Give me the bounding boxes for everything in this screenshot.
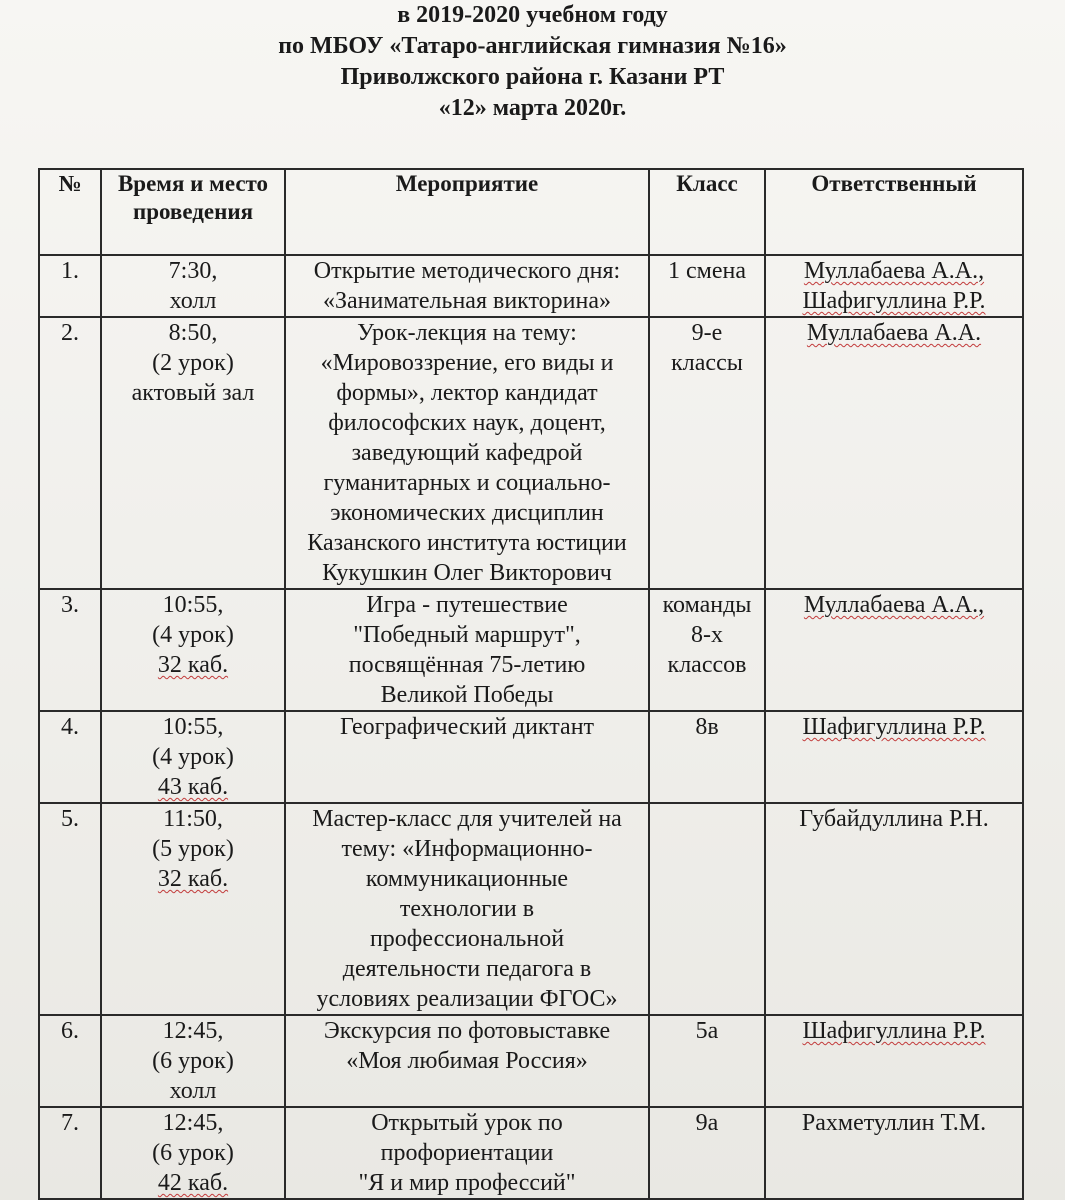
cell-time-line: 12:45, xyxy=(162,1018,224,1044)
cell-event-line: Кукушкин Олег Викторович xyxy=(322,560,612,586)
cell-time-line: (4 урок) xyxy=(152,744,234,770)
cell-event-line: Географический диктант xyxy=(339,714,595,740)
cell-event-line: посвящённая 75-летию xyxy=(348,652,586,678)
cell-time-line: актовый зал xyxy=(131,380,255,406)
cell-time xyxy=(101,317,285,589)
cell-event-line: деятельности педагога в xyxy=(342,956,592,982)
cell-event-line: Игра - путешествие xyxy=(366,592,568,618)
table-row xyxy=(39,803,1023,1015)
cell-no: 1. xyxy=(39,255,101,317)
document-header xyxy=(0,0,1065,124)
header-line-date: «12» марта 2020г. xyxy=(438,95,627,121)
table-row xyxy=(39,1107,1023,1199)
cell-class xyxy=(649,1107,765,1199)
cell-event-line: коммуникационные xyxy=(365,866,569,892)
cell-time-line: (6 урок) xyxy=(152,1048,234,1074)
cell-responsible xyxy=(765,711,1023,803)
cell-event xyxy=(285,1015,649,1107)
cell-class xyxy=(649,803,765,1015)
cell-no: 2. xyxy=(39,317,101,589)
cell-responsible xyxy=(765,589,1023,711)
cell-event xyxy=(285,711,649,803)
column-header-time xyxy=(101,169,285,255)
cell-event-line: Открытый урок по xyxy=(371,1110,563,1136)
cell-event-line: Урок-лекция на тему: xyxy=(357,320,577,346)
cell-time-line: 32 каб. xyxy=(157,866,229,892)
cell-event-line: «Моя любимая Россия» xyxy=(346,1048,588,1074)
cell-no: 6. xyxy=(39,1015,101,1107)
cell-responsible-line: Шафигуллина Р.Р. xyxy=(802,1018,986,1044)
header-line-district: Приволжского района г. Казани РТ xyxy=(340,64,725,90)
cell-time-line: холл xyxy=(169,288,217,314)
cell-responsible xyxy=(765,1107,1023,1199)
cell-class xyxy=(649,711,765,803)
table-row xyxy=(39,1015,1023,1107)
cell-class xyxy=(649,317,765,589)
cell-time-line: 8:50, xyxy=(168,320,218,346)
cell-time-line: 32 каб. xyxy=(157,652,229,678)
cell-event-line: Казанского института юстиции xyxy=(307,530,627,556)
cell-event-line: экономических дисциплин xyxy=(330,500,604,526)
cell-event-line: Мастер-класс для учителей на xyxy=(312,806,622,832)
cell-time-line: 12:45, xyxy=(162,1110,224,1136)
cell-responsible xyxy=(765,317,1023,589)
cell-event xyxy=(285,255,649,317)
cell-event-line: технологии в xyxy=(399,896,535,922)
cell-class xyxy=(649,255,765,317)
cell-responsible xyxy=(765,1015,1023,1107)
cell-class xyxy=(649,1015,765,1107)
cell-event-line: профориентации xyxy=(380,1140,554,1166)
cell-time-line: 11:50, xyxy=(163,806,223,832)
schedule-body xyxy=(39,255,1023,1199)
cell-event-line: философских наук, доцент, xyxy=(328,410,606,436)
column-header-event: Мероприятие xyxy=(285,169,649,255)
cell-responsible-line: Муллабаева А.А., xyxy=(803,592,985,618)
cell-event-line: «Занимательная викторина» xyxy=(322,288,612,314)
cell-event-line: "Я и мир профессий" xyxy=(358,1170,576,1196)
cell-no: 3. xyxy=(39,589,101,711)
schedule-table xyxy=(38,168,1024,1200)
table-row xyxy=(39,711,1023,803)
column-header-time-line: место xyxy=(209,171,269,196)
cell-time xyxy=(101,255,285,317)
cell-responsible-line: Рахметуллин Т.М. xyxy=(801,1110,987,1136)
cell-no: 5. xyxy=(39,803,101,1015)
column-header-class: Класс xyxy=(649,169,765,255)
cell-time-line: (6 урок) xyxy=(152,1140,234,1166)
cell-event-line: условиях реализации ФГОС» xyxy=(316,986,618,1012)
cell-responsible-line: Губайдуллина Р.Н. xyxy=(799,806,989,832)
column-header-time-line: Время и xyxy=(117,171,204,196)
cell-event-line: тему: «Информационно- xyxy=(341,836,593,862)
cell-time-line: 43 каб. xyxy=(157,774,229,800)
cell-class-line: 8-х xyxy=(691,622,723,648)
cell-event xyxy=(285,317,649,589)
cell-no: 4. xyxy=(39,711,101,803)
cell-time xyxy=(101,803,285,1015)
cell-responsible-line: Муллабаева А.А., xyxy=(803,258,985,284)
cell-time-line: 10:55, xyxy=(162,592,224,618)
table-header-row xyxy=(39,169,1023,255)
cell-event-line: гуманитарных и социально- xyxy=(323,470,611,496)
cell-time xyxy=(101,1015,285,1107)
cell-event-line: "Победный маршрут", xyxy=(353,622,581,648)
cell-class-line: классы xyxy=(671,350,743,376)
cell-event xyxy=(285,803,649,1015)
cell-time-line: 10:55, xyxy=(162,714,224,740)
cell-time-line: 42 каб. xyxy=(157,1170,229,1196)
cell-responsible xyxy=(765,255,1023,317)
cell-time-line: (2 урок) xyxy=(152,350,234,376)
cell-class-line: 9а xyxy=(695,1110,719,1136)
cell-event xyxy=(285,1107,649,1199)
table-row xyxy=(39,255,1023,317)
cell-class-line: классов xyxy=(667,652,747,678)
cell-event-line: профессиональной xyxy=(369,926,565,952)
cell-event-line: формы», лектор кандидат xyxy=(336,380,598,406)
cell-class-line: 5а xyxy=(695,1018,719,1044)
column-header-responsible: Ответственный xyxy=(765,169,1023,255)
cell-class-line: 9-е xyxy=(691,320,723,346)
cell-time-line: холл xyxy=(169,1078,217,1104)
cell-responsible-line: Шафигуллина Р.Р. xyxy=(802,288,986,314)
cell-class-line: команды xyxy=(662,592,752,618)
cell-time-line: (4 урок) xyxy=(152,622,234,648)
cell-event-line: Открытие методического дня: xyxy=(313,258,621,284)
cell-no: 7. xyxy=(39,1107,101,1199)
table-row xyxy=(39,317,1023,589)
cell-time xyxy=(101,589,285,711)
cell-event-line: Экскурсия по фотовыставке xyxy=(323,1018,611,1044)
cell-event-line: «Мировоззрение, его виды и xyxy=(320,350,614,376)
cell-time-line: 7:30, xyxy=(168,258,218,284)
cell-time xyxy=(101,711,285,803)
column-header-no: № xyxy=(39,169,101,255)
cell-event-line: Великой Победы xyxy=(380,682,554,708)
cell-class-line: 1 смена xyxy=(668,258,746,284)
header-line-year: в 2019-2020 учебном году xyxy=(397,2,668,28)
cell-responsible-line: Шафигуллина Р.Р. xyxy=(802,714,986,740)
cell-time-line: (5 урок) xyxy=(152,836,234,862)
table-row xyxy=(39,589,1023,711)
cell-time xyxy=(101,1107,285,1199)
cell-responsible-line: Муллабаева А.А. xyxy=(806,320,982,346)
cell-class xyxy=(649,589,765,711)
cell-class-line: 8в xyxy=(695,714,719,740)
column-header-time-line: проведения xyxy=(132,199,254,224)
cell-responsible xyxy=(765,803,1023,1015)
cell-event xyxy=(285,589,649,711)
cell-event-line: заведующий кафедрой xyxy=(351,440,583,466)
header-line-school: по МБОУ «Татаро-английская гимназия №16» xyxy=(278,33,787,59)
